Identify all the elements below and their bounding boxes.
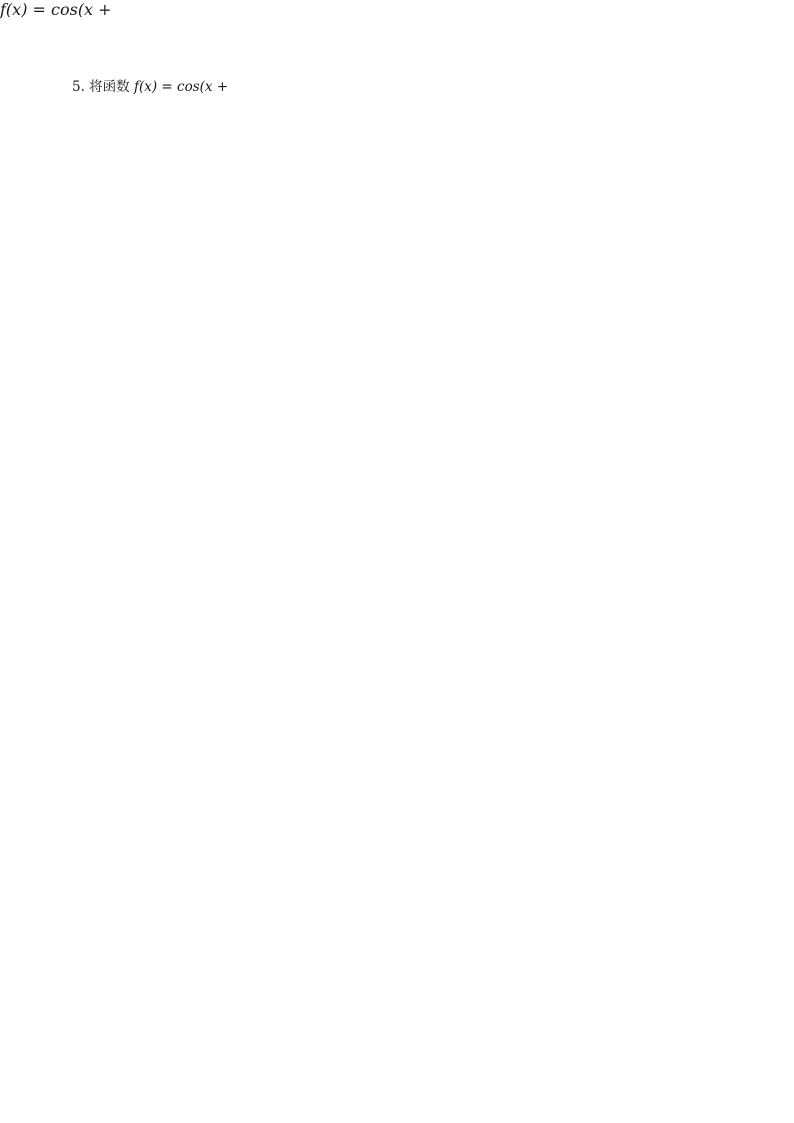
q5-number: 5. 将函数 [72, 79, 134, 95]
q5-stem-line1 [72, 78, 228, 96]
q5-function: f(x) = cos(x + [0, 0, 112, 19]
q5-function: f(x) = cos(x + [133, 79, 229, 95]
